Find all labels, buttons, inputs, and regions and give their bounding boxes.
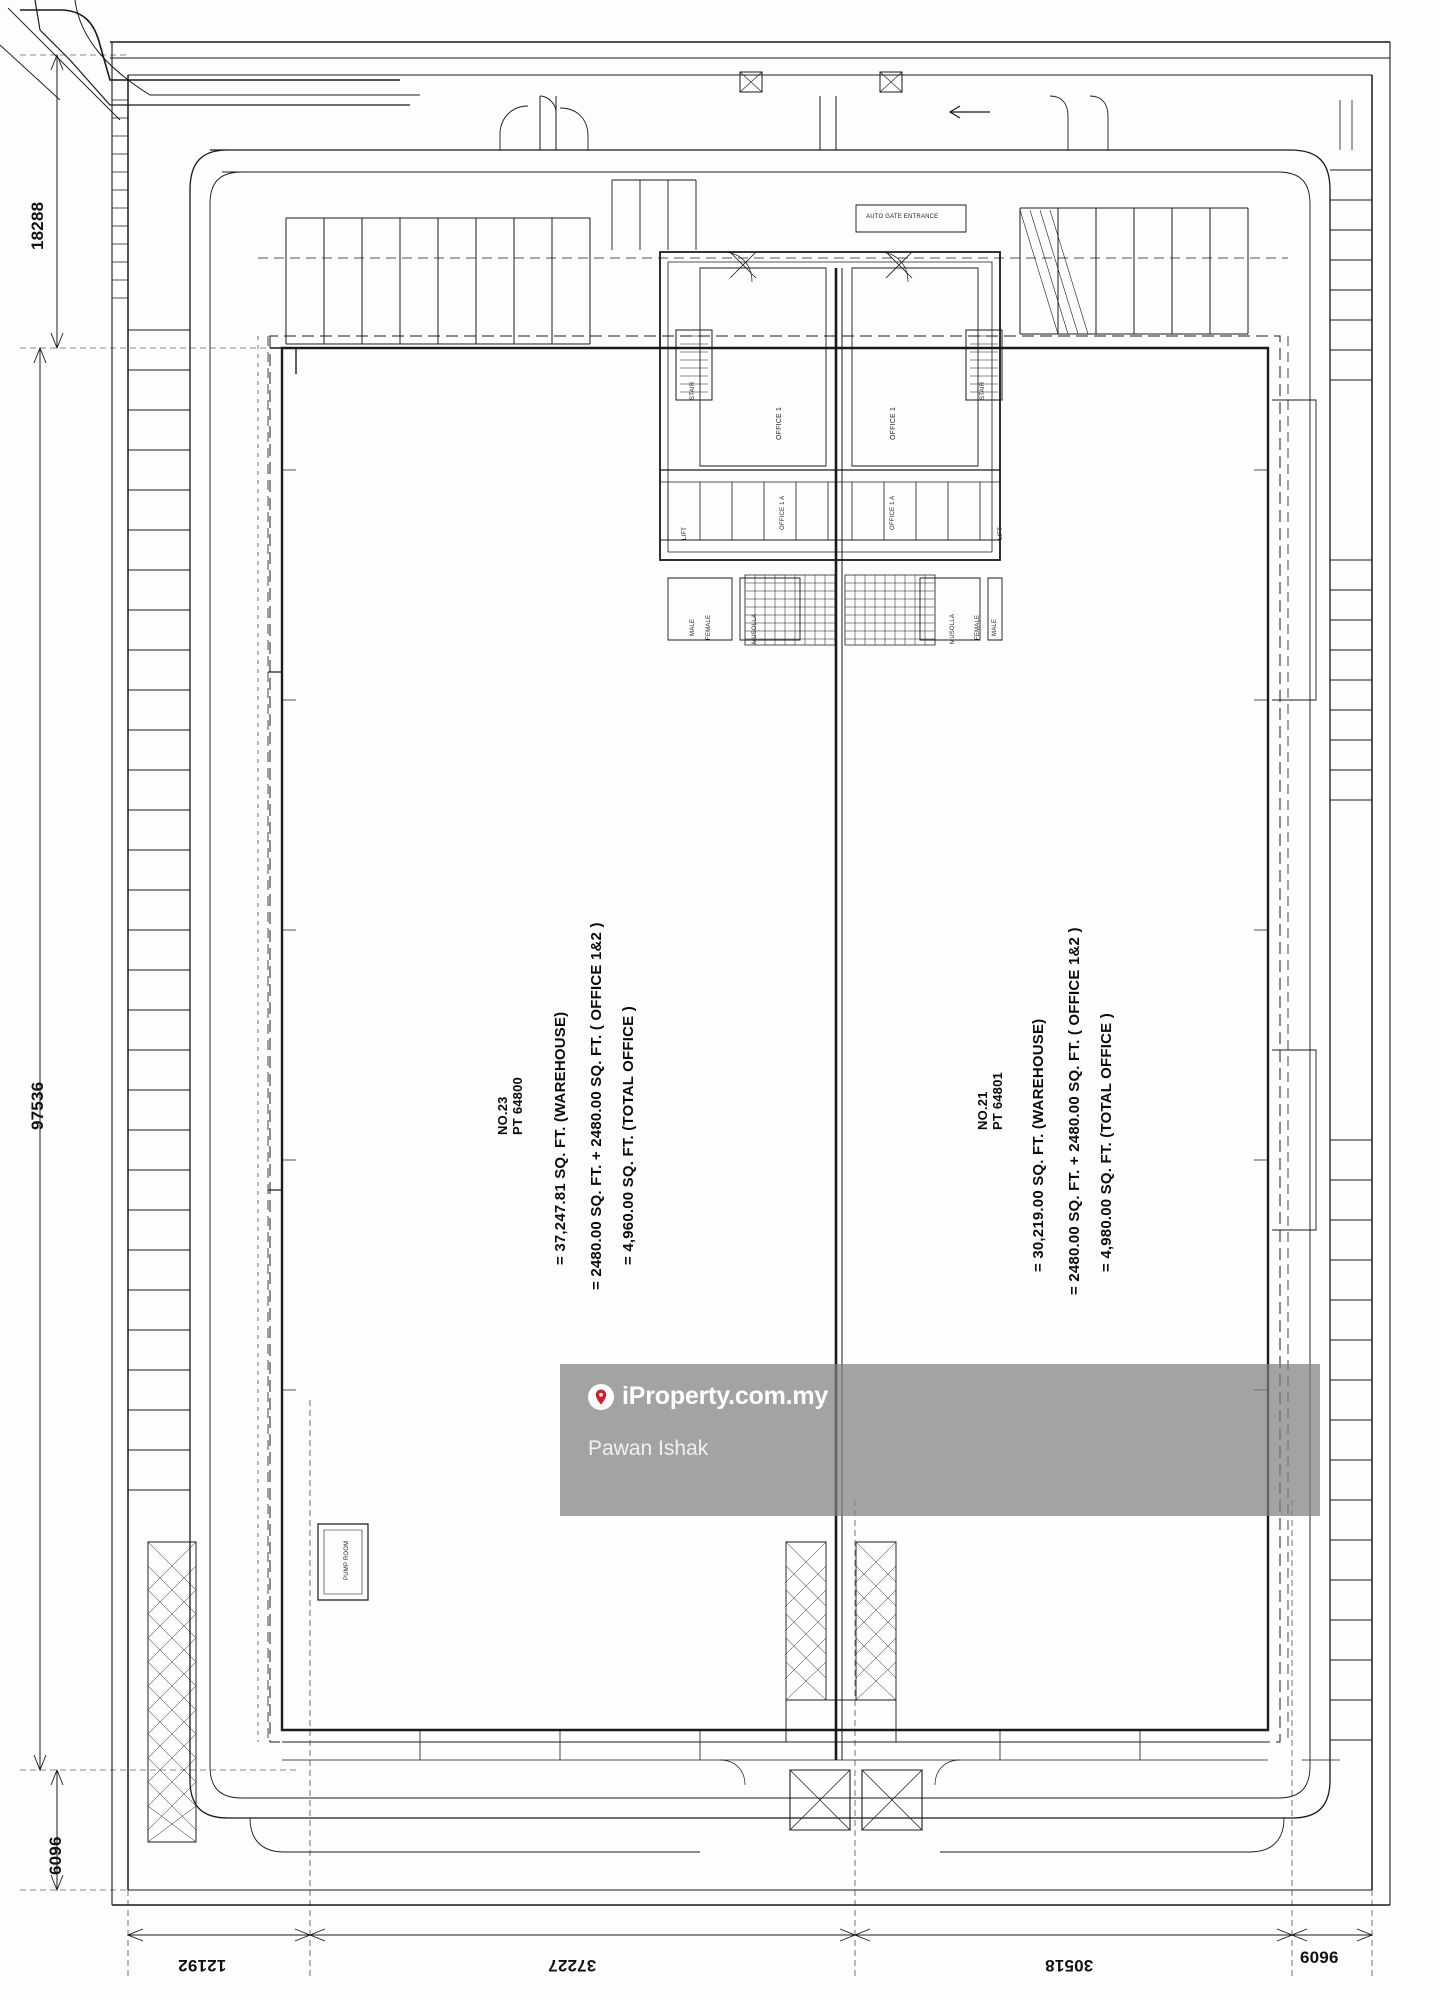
room-stair-right: STAIR [980, 381, 986, 400]
label-auto-gate-entrance: AUTO GATE ENTRANCE [866, 214, 939, 220]
room-musolla-right: MUSOLLA [950, 613, 956, 644]
room-lift-right: LIFT [998, 526, 1004, 540]
dimension-bottom-center: 37227 [548, 1956, 597, 1975]
room-musolla-left: MUSOLLA [752, 613, 758, 644]
dimension-bottom-far-right: 6096 [1300, 1948, 1339, 1967]
block-23-lot: PT 64800 [510, 1077, 525, 1135]
watermark-overlay [560, 1364, 1320, 1516]
location-pin-icon [588, 1384, 614, 1410]
room-lift-left: LIFT [682, 526, 688, 540]
room-office-1-right: OFFICE 1 [890, 406, 897, 440]
room-office-1a-right: OFFICE 1 A [890, 495, 896, 530]
dimension-bottom-right: 30518 [1045, 1956, 1094, 1975]
dimension-left-bottom: 6096 [46, 1836, 65, 1875]
block-23-line-1: = 37,247.81 SQ. FT. (WAREHOUSE) [552, 1011, 569, 1265]
block-21-line-1: = 30,219.00 SQ. FT. (WAREHOUSE) [1030, 1018, 1047, 1272]
block-21-line-2: = 2480.00 SQ. FT. + 2480.00 SQ. FT. ( OFFICE 1&2 ) [1066, 927, 1083, 1295]
room-female-right: FEMALE [975, 614, 981, 640]
dimension-bottom-left: 12192 [178, 1956, 227, 1975]
room-office-1-left: OFFICE 1 [776, 406, 783, 440]
watermark-agent-name: Pawan Ishak [588, 1437, 709, 1460]
block-23-line-3: = 4,960.00 SQ. FT. (TOTAL OFFICE ) [620, 1006, 637, 1265]
watermark-brand [588, 1382, 1320, 1411]
block-21-lot: PT 64801 [990, 1072, 1005, 1130]
dimension-left-top: 18288 [28, 201, 47, 250]
watermark-brand-text: iProperty.com.my [622, 1382, 829, 1410]
room-pump-room: PUMP ROOM [344, 1540, 350, 1580]
dimension-left-main: 97536 [28, 1081, 47, 1130]
block-21-line-3: = 4,980.00 SQ. FT. (TOTAL OFFICE ) [1098, 1013, 1115, 1272]
room-office-1a-left: OFFICE 1 A [780, 495, 786, 530]
room-male-right: MALE [992, 618, 998, 636]
block-21-id: NO.21 [975, 1091, 990, 1130]
room-stair-left: STAIR [690, 381, 696, 400]
room-female-left: FEMALE [706, 614, 712, 640]
room-male-left: MALE [690, 618, 696, 636]
block-23-id: NO.23 [495, 1096, 510, 1135]
block-23-line-2: = 2480.00 SQ. FT. + 2480.00 SQ. FT. ( OFFICE 1&2 ) [588, 922, 605, 1290]
